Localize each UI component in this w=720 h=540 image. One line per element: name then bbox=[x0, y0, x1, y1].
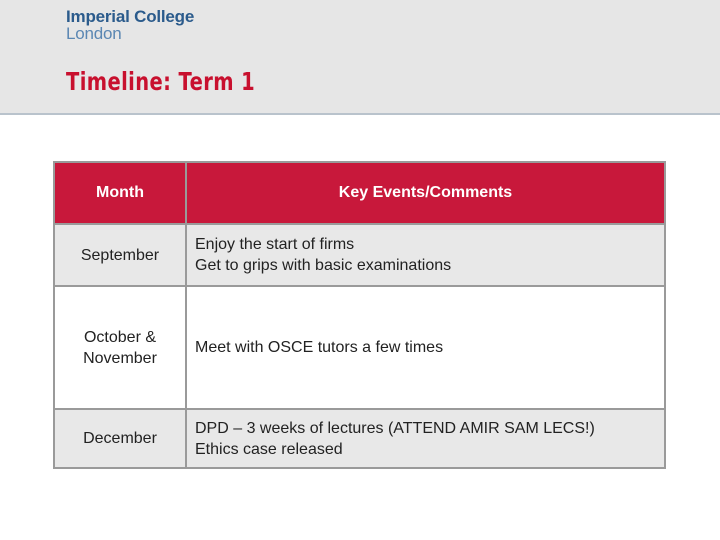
month-text: September bbox=[80, 246, 160, 264]
month-cell bbox=[54, 409, 186, 468]
table-row bbox=[54, 409, 665, 468]
month-cell bbox=[54, 286, 186, 409]
imperial-college-logo bbox=[66, 8, 194, 42]
month-cell bbox=[54, 224, 186, 286]
column-header-month: Month bbox=[54, 162, 186, 224]
event-text: Get to grips with basic examinations bbox=[195, 257, 452, 274]
events-cell bbox=[186, 409, 665, 468]
column-header-events: Key Events/Comments bbox=[186, 162, 665, 224]
page-title: Timeline: Term 1 bbox=[66, 67, 256, 96]
event-text: Enjoy the start of firms bbox=[195, 236, 355, 253]
event-text: Meet with OSCE tutors a few times bbox=[195, 339, 444, 356]
month-text: December bbox=[83, 430, 157, 447]
events-cell bbox=[186, 286, 665, 409]
timeline-table bbox=[53, 161, 666, 469]
events-cell bbox=[186, 224, 665, 286]
event-text: DPD – 3 weeks of lectures (ATTEND AMIR SAM LECS!) bbox=[195, 419, 595, 437]
month-text: November bbox=[83, 349, 157, 367]
table-header-row bbox=[54, 162, 665, 224]
event-text: Ethics case released bbox=[195, 440, 343, 458]
month-text: October & bbox=[83, 328, 157, 346]
logo-line-2: London bbox=[66, 24, 122, 43]
table-row bbox=[54, 224, 665, 286]
logo-line-1: Imperial College bbox=[66, 7, 195, 26]
table-row bbox=[54, 286, 665, 409]
slide-header bbox=[0, 0, 720, 115]
